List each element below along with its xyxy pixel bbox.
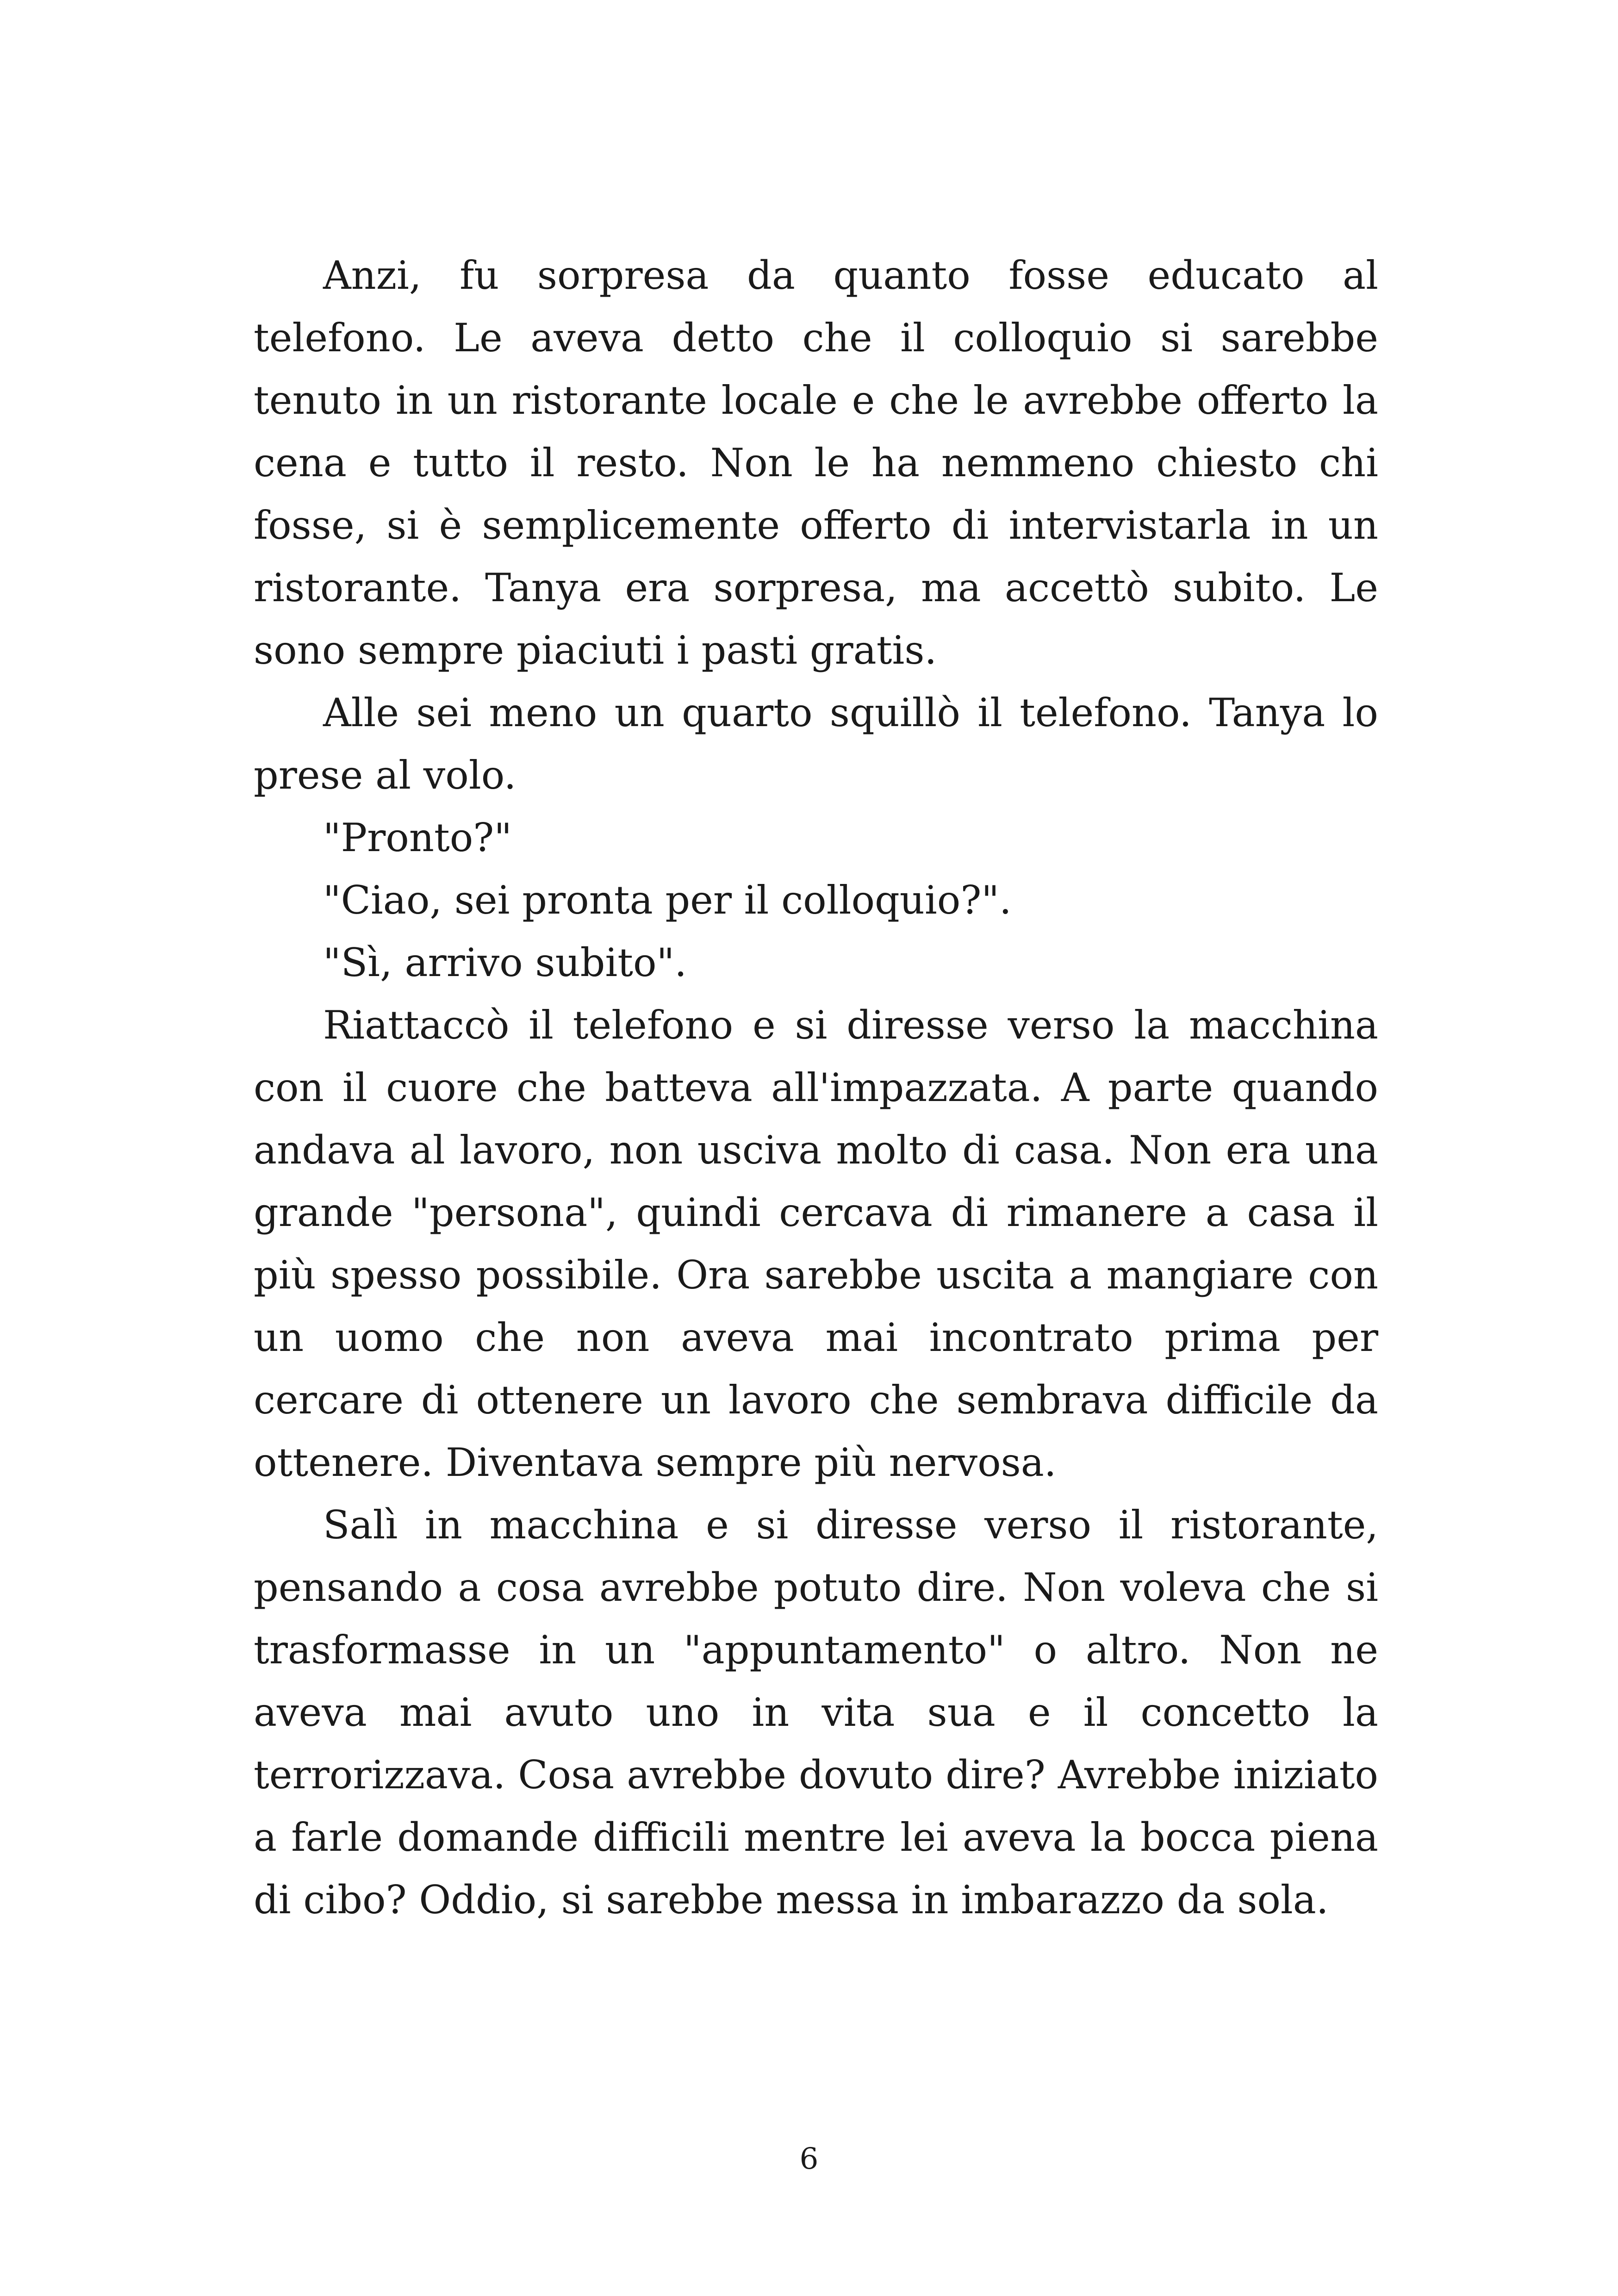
paragraph: Salì in macchina e si diresse verso il ristorante, pensando a cosa avrebbe potuto dire. Non voleva che si trasformasse in un "appuntamento" o altro. Non ne aveva mai avuto uno in vita sua e il concetto la terrorizzava. Cosa avrebbe dovuto dire? Avrebbe iniziato a farle domande difficili mentre lei aveva la bocca piena di cibo? Oddio, si sarebbe messa in imbarazzo da sola. — [254, 1502, 1378, 1923]
paragraph: Riattaccò il telefono e si diresse verso la macchina con il cuore che batteva all'impazzata. A parte quando andava al lavoro, non usciva molto di casa. Non era una grande "persona", quindi cercava di rimanere a casa il più spesso possibile. Ora sarebbe uscita a mangiare con un uomo che non aveva mai incontrato prima per cercare di ottenere un lavoro che sembrava difficile da ottenere. Diventava sempre più nervosa. — [254, 1002, 1378, 1485]
paragraph: "Ciao, sei pronta per il colloquio?". — [323, 877, 1012, 923]
paragraph: Alle sei meno un quarto squillò il telefono. Tanya lo prese al volo. — [254, 690, 1378, 798]
page-number: 6 — [799, 2142, 819, 2176]
paragraph: "Sì, arrivo subito". — [323, 940, 687, 985]
body-text — [254, 244, 1378, 1931]
paragraph: "Pronto?" — [323, 815, 512, 860]
paragraph: Anzi, fu sorpresa da quanto fosse educato al telefono. Le aveva detto che il colloquio si sarebbe tenuto in un ristorante locale e che le avrebbe offerto la cena e tutto il resto. Non le ha nemmeno chiesto chi fosse, si è semplicemente offerto di intervistarla in un ristorante. Tanya era sorpresa, ma accettò subito. Le sono sempre piaciuti i pasti gratis. — [254, 253, 1378, 673]
